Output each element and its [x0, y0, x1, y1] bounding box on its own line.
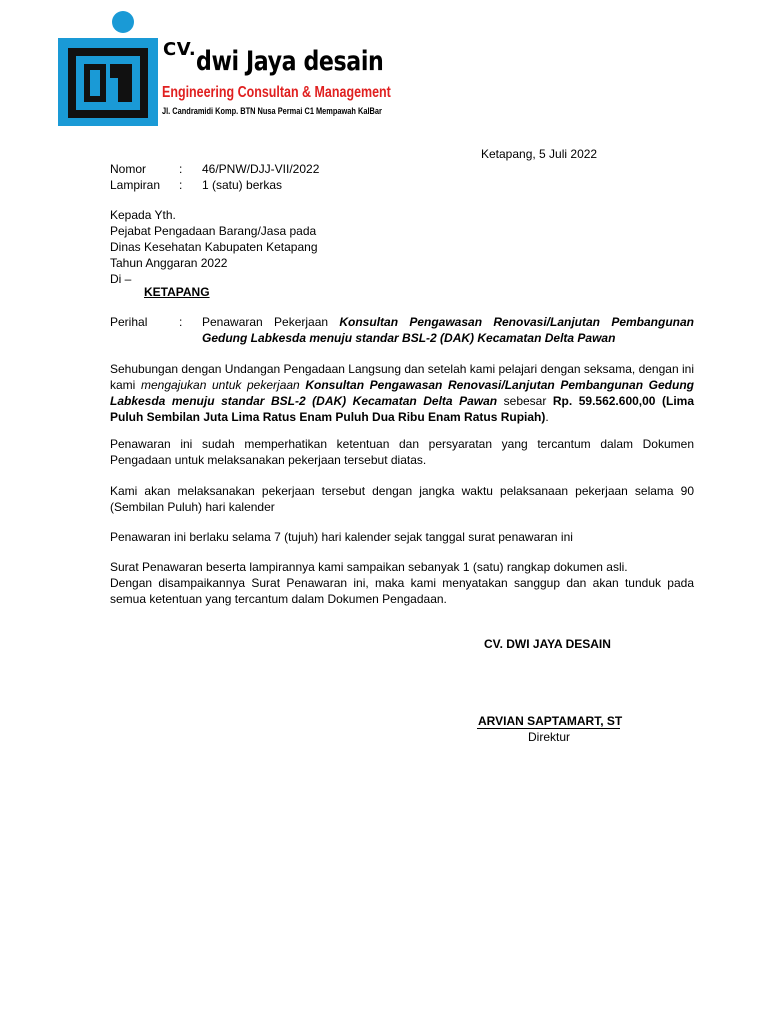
company-address: Jl. Candramidi Komp. BTN Nusa Permai C1 Mempawah KalBar	[162, 106, 382, 117]
p5-line-a: Surat Penawaran beserta lampirannya kami sampaikan sebanyak 1 (satu) rangkap dokumen asli.	[110, 560, 628, 574]
recipient-line: Dinas Kesehatan Kabupaten Ketapang	[110, 240, 318, 254]
p1-text-a: Sehubungan dengan Undangan Pengadaan Langsung dan setelah kami pelajari dengan seksama, dengan ini kami	[110, 362, 694, 392]
company-logo	[58, 10, 158, 126]
p1-text-b: mengajukan untuk pekerjaan	[140, 378, 306, 392]
perihal-subject	[202, 314, 694, 346]
recipient-block	[110, 207, 470, 287]
recipient-line: Di –	[110, 272, 132, 286]
p1-amount: Rp. 59.562.600,00 (Lima Puluh Sembilan Juta Lima Ratus Enam Puluh Dua Ribu Enam Ratus Rupiah)	[110, 394, 695, 424]
body-paragraph-4: Penawaran ini berlaku selama 7 (tujuh) hari kalender sejak tanggal surat penawaran ini	[110, 530, 573, 544]
recipient-line: Pejabat Pengadaan Barang/Jasa pada	[110, 224, 317, 238]
lampiran-value: 1 (satu) berkas	[202, 178, 283, 192]
signature-company: CV. DWI JAYA DESAIN	[484, 637, 611, 651]
nomor-value: 46/PNW/DJJ-VII/2022	[202, 162, 320, 176]
p5-line-b: Dengan disampaikannya Surat Penawaran ini, maka kami menyatakan sanggup dan akan tunduk pada semua ketentuan yang tercantum dalam Dokumen Pengadaan.	[110, 576, 694, 606]
perihal-subject-text: Konsultan Pengawasan Renovasi/Lanjutan Pembangunan Gedung Labkesda menuju standar BSL-2 (DAK) Kecamatan Delta Pawan	[202, 315, 694, 345]
perihal-label: Perihal	[110, 315, 148, 329]
signature-title: Direktur	[528, 730, 571, 744]
p1-text-d: sebesar	[497, 394, 553, 408]
recipient-line: Tahun Anggaran 2022	[110, 256, 228, 270]
company-name: dwi Jaya desain	[196, 46, 384, 77]
letter-date: Ketapang, 5 Juli 2022	[481, 147, 598, 161]
body-paragraph-5	[110, 559, 694, 607]
recipient-city: KETAPANG	[144, 285, 210, 299]
lampiran-colon: :	[179, 178, 183, 192]
cv-label: CV.	[163, 39, 197, 60]
nomor-colon: :	[179, 162, 183, 176]
lampiran-label: Lampiran	[110, 178, 161, 192]
signature-name: ARVIAN SAPTAMART, ST	[478, 714, 623, 728]
recipient-line: Kepada Yth.	[110, 208, 176, 222]
body-paragraph-1	[110, 361, 694, 425]
p1-project-name: Konsultan Pengawasan Renovasi/Lanjutan Pembangunan Gedung Labkesda menuju standar BSL-2 (DAK) Kecamatan Delta Pawan	[110, 378, 694, 408]
p1-text-f: .	[545, 410, 549, 424]
body-paragraph-2: Penawaran ini sudah memperhatikan ketentuan dan persyaratan yang tercantum dalam Dokumen Pengadaan untuk melaksanakan pekerjaan tersebut diatas.	[110, 437, 694, 467]
body-paragraph-3: Kami akan melaksanakan pekerjaan tersebut dengan jangka waktu pelaksanaan pekerjaan selama 90 (Sembilan Puluh) hari kalender	[110, 484, 694, 514]
perihal-prefix: Penawaran Pekerjaan	[202, 315, 340, 329]
nomor-label: Nomor	[110, 162, 147, 176]
perihal-colon: :	[179, 315, 183, 329]
company-tagline: Engineering Consultan & Management	[162, 84, 391, 101]
